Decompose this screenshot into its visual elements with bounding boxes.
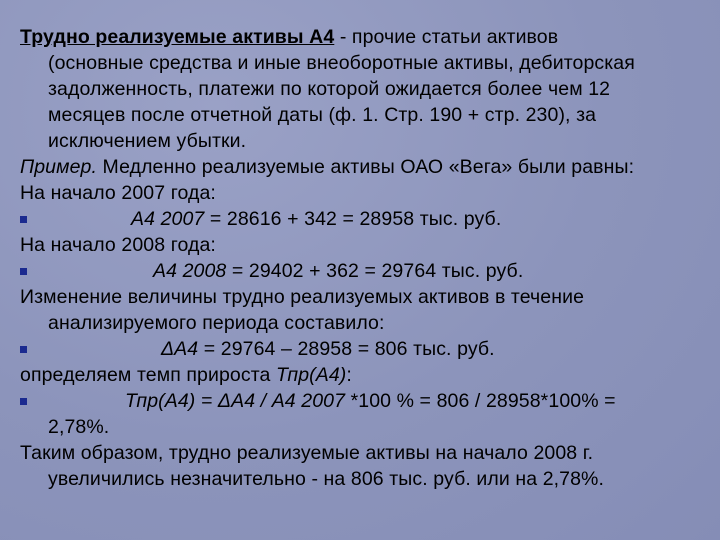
change-line-2: анализируемого периода составило: [48, 312, 385, 334]
term-heading: Трудно реализуемые активы А4 [20, 26, 335, 48]
growth-var: Тпр(А4) [276, 364, 347, 386]
bullet-icon [20, 216, 27, 223]
formula-2008-rest: = 29402 + 362 = 29764 тыс. руб. [226, 260, 524, 282]
example-label: Пример. [20, 156, 97, 178]
formula-growth-it: Тпр(А4) = ΔА4 / А4 2007 [125, 390, 346, 412]
intro-line-5: исключением убытки. [48, 130, 247, 152]
formula-growth-rest: *100 % = 806 / 28958*100% = [345, 390, 616, 412]
growth-result: 2,78%. [48, 416, 110, 438]
change-line-1: Изменение величины трудно реализуемых активов в течение [20, 286, 585, 308]
intro-line-4: месяцев после отчетной даты (ф. 1. Стр. 190 + стр. 230), за [48, 104, 597, 126]
intro-line-1 [0, 24, 558, 50]
formula-change [0, 336, 495, 362]
heading-2007: На начало 2007 года: [20, 182, 216, 204]
growth-line [0, 362, 352, 388]
growth-colon: : [346, 364, 352, 386]
example-line [0, 154, 634, 180]
formula-change-rest: = 29764 – 28958 = 806 тыс. руб. [198, 338, 495, 360]
bullet-icon [20, 398, 27, 405]
formula-2008-var: А4 2008 [153, 260, 227, 282]
formula-2007-var: А4 2007 [131, 208, 205, 230]
formula-growth [0, 388, 616, 414]
bullet-icon [20, 346, 27, 353]
conclusion-line-1: Таким образом, трудно реализуемые активы на начало 2008 г. [20, 442, 594, 464]
conclusion-line-2: увеличились незначительно - на 806 тыс. руб. или на 2,78%. [48, 468, 604, 490]
example-text: Медленно реализуемые активы ОАО «Вега» были равны: [97, 156, 635, 178]
formula-2007-rest: = 28616 + 342 = 28958 тыс. руб. [204, 208, 502, 230]
heading-2008: На начало 2008 года: [20, 234, 216, 256]
intro-line-2: (основные средства и иные внеоборотные активы, дебиторская [48, 52, 635, 74]
formula-change-var: ΔА4 [161, 338, 199, 360]
intro-rest: - прочие статьи активов [334, 26, 559, 48]
formula-2007 [0, 206, 501, 232]
bullet-icon [20, 268, 27, 275]
intro-line-3: задолженность, платежи по которой ожидается более чем 12 [48, 78, 611, 100]
growth-text: определяем темп прироста [20, 364, 276, 386]
formula-2008 [0, 258, 523, 284]
